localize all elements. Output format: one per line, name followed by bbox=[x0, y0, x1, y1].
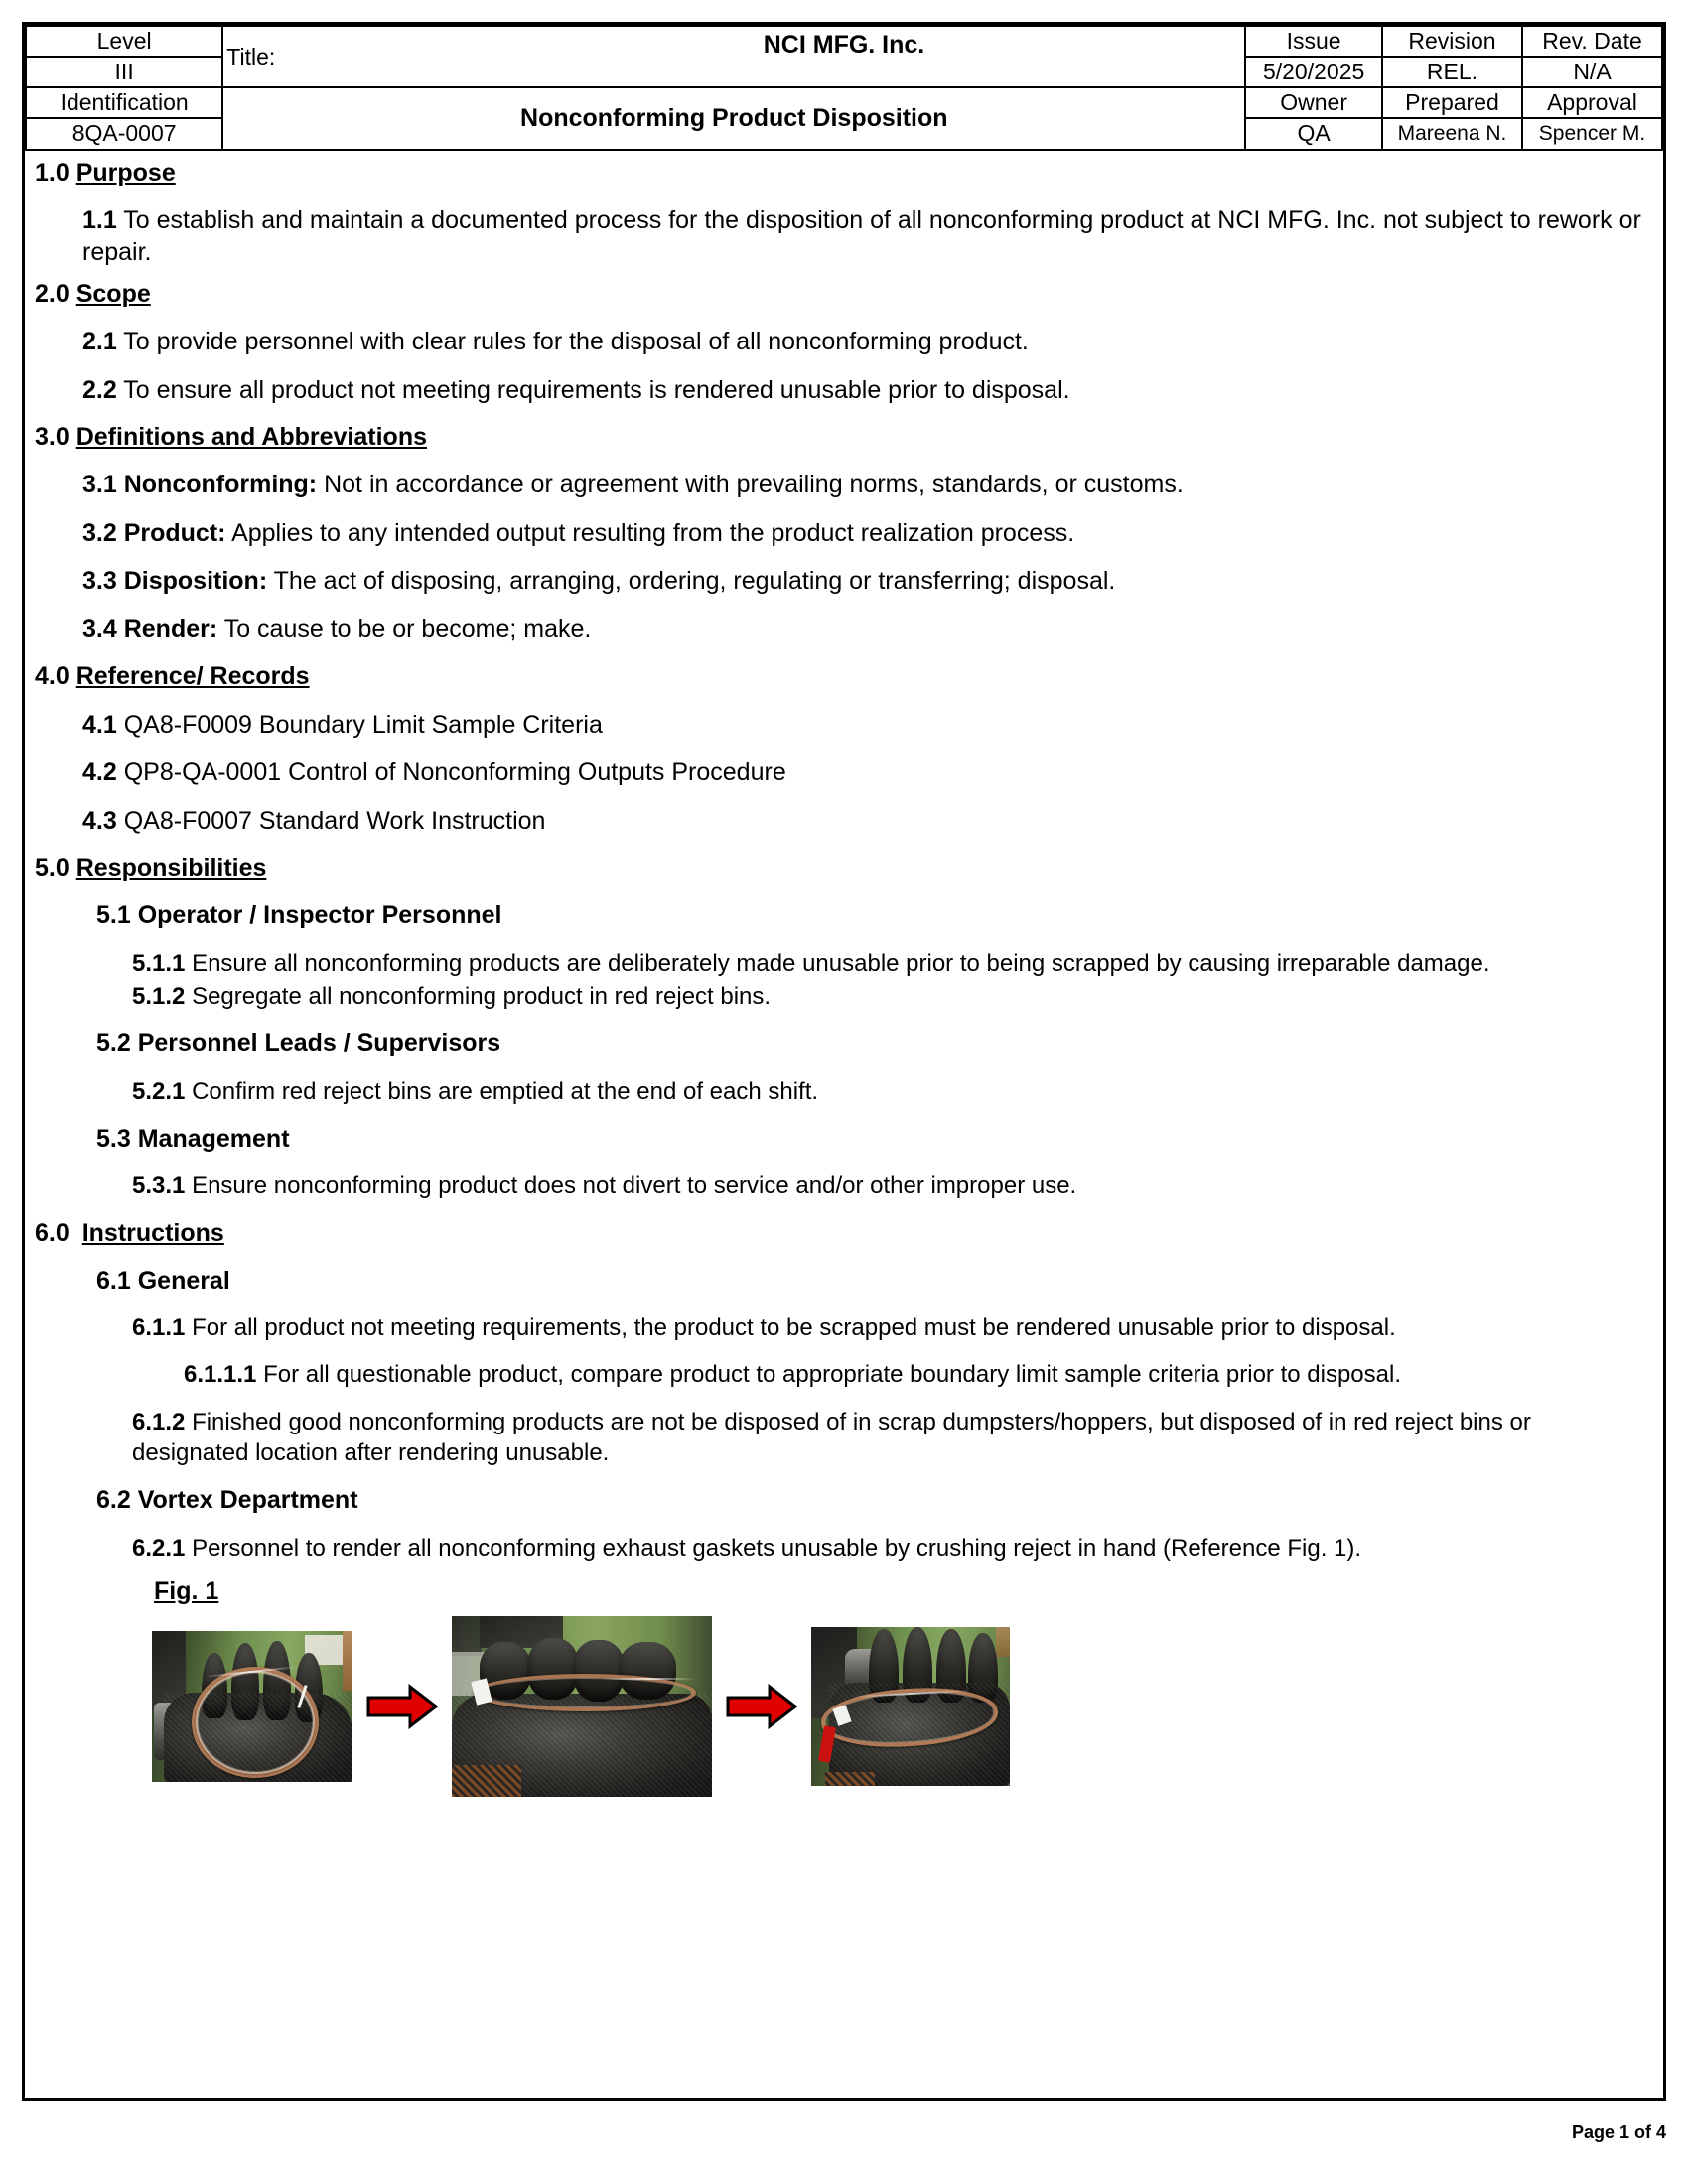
level-label: Level bbox=[26, 26, 222, 57]
figure-photo-2-gasket-crushing bbox=[452, 1616, 712, 1797]
subsection-5-2-number: 5.2 bbox=[96, 1029, 131, 1058]
revision-value: REL. bbox=[1382, 57, 1522, 87]
subsection-6-1 bbox=[96, 1265, 1651, 1297]
title-label: Title: bbox=[226, 43, 276, 69]
clause-5-2-1-text: Confirm red reject bins are emptied at the end of each shift. bbox=[192, 1077, 819, 1105]
rev-date-label: Rev. Date bbox=[1522, 26, 1662, 57]
clause-6-1-1-1-text: For all questionable product, compare product to appropriate boundary limit sample criteria prior to disposal. bbox=[263, 1361, 1401, 1389]
clause-3-4-text: To cause to be or become; make. bbox=[223, 614, 592, 643]
clause-6-1-1-number: 6.1.1 bbox=[132, 1314, 186, 1342]
clause-6-1-2-text: Finished good nonconforming products are not be disposed of in scrap dumpsters/hoppers, but disposed of in red reject bins or designated location after rendering unusable. bbox=[132, 1408, 1531, 1466]
document-body bbox=[25, 151, 1663, 1797]
title-cell bbox=[222, 26, 1245, 87]
clause-3-1-term: Nonconforming: bbox=[123, 471, 318, 499]
subsection-6-2-title: Vortex Department bbox=[137, 1486, 358, 1514]
clause-3-1 bbox=[82, 469, 1651, 501]
clause-2-2 bbox=[82, 374, 1651, 407]
header-row-1 bbox=[26, 26, 1662, 57]
rev-date-value: N/A bbox=[1522, 57, 1662, 87]
figure-photo-3-gasket-deformed bbox=[811, 1627, 1010, 1786]
section-6-number: 6.0 bbox=[35, 1218, 70, 1247]
clause-2-1-text: To provide personnel with clear rules for the disposal of all nonconforming product. bbox=[123, 328, 1029, 355]
revision-label: Revision bbox=[1382, 26, 1522, 57]
clause-3-3-term: Disposition: bbox=[123, 567, 268, 596]
document-title: Nonconforming Product Disposition bbox=[222, 87, 1245, 149]
section-heading-3 bbox=[35, 422, 1651, 453]
clause-6-2-1 bbox=[132, 1533, 1651, 1564]
clause-3-2 bbox=[82, 517, 1651, 550]
section-2-number: 2.0 bbox=[35, 279, 70, 308]
subsection-5-2 bbox=[96, 1027, 1651, 1060]
section-1-heading: Purpose bbox=[75, 158, 176, 187]
header-row-3 bbox=[26, 87, 1662, 118]
prepared-value: Mareena N. bbox=[1382, 118, 1522, 149]
clause-5-3-1-text: Ensure nonconforming product does not divert to service and/or other improper use. bbox=[192, 1172, 1077, 1200]
clause-5-1-1-number: 5.1.1 bbox=[132, 949, 186, 977]
clause-3-2-term: Product: bbox=[123, 518, 226, 547]
subsection-6-1-number: 6.1 bbox=[96, 1266, 131, 1295]
section-5-heading: Responsibilities bbox=[75, 854, 267, 882]
page-number: Page 1 of 4 bbox=[1571, 2122, 1666, 2142]
clause-3-4 bbox=[82, 614, 1651, 646]
clause-3-1-text: Not in accordance or agreement with prevailing norms, standards, or customs. bbox=[324, 471, 1184, 499]
figure-photo-1-gasket-intact bbox=[152, 1631, 352, 1782]
clause-5-3-1-number: 5.3.1 bbox=[132, 1172, 186, 1200]
clause-4-1-number: 4.1 bbox=[82, 710, 117, 739]
section-2-heading: Scope bbox=[75, 279, 151, 308]
clause-3-2-text: Applies to any intended output resulting from the product realization process. bbox=[231, 518, 1075, 547]
figure-row bbox=[152, 1616, 1651, 1797]
owner-value: QA bbox=[1245, 118, 1382, 149]
clause-6-1-2-number: 6.1.2 bbox=[132, 1408, 186, 1435]
clause-3-3-text: The act of disposing, arranging, ordering, regulating or transferring; disposal. bbox=[273, 567, 1116, 596]
clause-4-2 bbox=[82, 756, 1651, 789]
arrow-icon-2 bbox=[726, 1684, 797, 1729]
owner-label: Owner bbox=[1245, 87, 1382, 118]
clause-5-2-1-number: 5.2.1 bbox=[132, 1077, 186, 1105]
identification-value: 8QA-0007 bbox=[26, 118, 222, 149]
clause-5-1-2-number: 5.1.2 bbox=[132, 982, 186, 1010]
document-header-table bbox=[25, 25, 1663, 151]
clause-3-4-term: Render: bbox=[123, 614, 218, 643]
subsection-5-3-number: 5.3 bbox=[96, 1124, 131, 1153]
clause-4-2-number: 4.2 bbox=[82, 758, 117, 786]
clause-3-3-number: 3.3 bbox=[82, 567, 117, 596]
clause-4-1 bbox=[82, 709, 1651, 742]
clause-3-4-number: 3.4 bbox=[82, 614, 117, 643]
section-1-number: 1.0 bbox=[35, 158, 70, 187]
clause-4-2-text: QP8-QA-0001 Control of Nonconforming Outputs Procedure bbox=[123, 758, 786, 786]
clause-6-1-1-1 bbox=[184, 1359, 1651, 1390]
section-heading-5 bbox=[35, 853, 1651, 884]
section-heading-6 bbox=[35, 1218, 1651, 1249]
section-heading-2 bbox=[35, 279, 1651, 310]
subsection-5-1-number: 5.1 bbox=[96, 901, 131, 930]
clause-5-1-1-text: Ensure all nonconforming products are deliberately made unusable prior to being scrapped by causing irreparable damage. bbox=[192, 949, 1490, 977]
clause-5-1-1 bbox=[132, 948, 1651, 979]
section-3-heading: Definitions and Abbreviations bbox=[75, 423, 427, 451]
identification-label: Identification bbox=[26, 87, 222, 118]
clause-1-1-number: 1.1 bbox=[82, 205, 117, 234]
clause-5-2-1 bbox=[132, 1076, 1651, 1107]
section-4-heading: Reference/ Records bbox=[75, 662, 310, 691]
clause-6-1-2 bbox=[132, 1407, 1651, 1468]
clause-2-2-number: 2.2 bbox=[82, 375, 117, 404]
subsection-6-2 bbox=[96, 1484, 1651, 1517]
issue-value: 5/20/2025 bbox=[1245, 57, 1382, 87]
clause-3-2-number: 3.2 bbox=[82, 518, 117, 547]
subsection-5-2-title: Personnel Leads / Supervisors bbox=[137, 1029, 501, 1058]
level-value: III bbox=[26, 57, 222, 87]
document-page bbox=[22, 22, 1666, 2101]
clause-4-1-text: QA8-F0009 Boundary Limit Sample Criteria bbox=[123, 710, 603, 739]
subsection-5-1 bbox=[96, 899, 1651, 932]
clause-6-2-1-number: 6.2.1 bbox=[132, 1534, 186, 1562]
clause-3-3 bbox=[82, 565, 1651, 598]
subsection-5-3 bbox=[96, 1123, 1651, 1156]
section-heading-4 bbox=[35, 661, 1651, 692]
clause-4-3-text: QA8-F0007 Standard Work Instruction bbox=[123, 806, 546, 835]
section-5-number: 5.0 bbox=[35, 854, 70, 882]
clause-5-1-2 bbox=[132, 981, 1651, 1012]
subsection-6-1-title: General bbox=[137, 1266, 230, 1295]
clause-6-1-1-1-number: 6.1.1.1 bbox=[184, 1361, 257, 1389]
clause-4-3 bbox=[82, 805, 1651, 838]
clause-4-3-number: 4.3 bbox=[82, 806, 117, 835]
section-heading-1 bbox=[35, 158, 1651, 189]
section-6-heading: Instructions bbox=[81, 1218, 224, 1247]
arrow-icon-1 bbox=[366, 1684, 438, 1729]
clause-2-2-text: To ensure all product not meeting requirements is rendered unusable prior to disposal. bbox=[123, 375, 1070, 404]
clause-3-1-number: 3.1 bbox=[82, 471, 117, 499]
clause-2-1-number: 2.1 bbox=[82, 328, 117, 355]
company-name: NCI MFG. Inc. bbox=[763, 31, 925, 59]
clause-1-1-text: To establish and maintain a documented process for the disposition of all nonconforming product at NCI MFG. Inc. not subject to rework or repair. bbox=[82, 205, 1641, 267]
clause-6-1-1-text: For all product not meeting requirements, the product to be scrapped must be rendered unusable prior to disposal. bbox=[192, 1314, 1396, 1342]
subsection-5-1-title: Operator / Inspector Personnel bbox=[137, 901, 502, 930]
prepared-label: Prepared bbox=[1382, 87, 1522, 118]
clause-2-1 bbox=[82, 326, 1651, 358]
approval-value: Spencer M. bbox=[1522, 118, 1662, 149]
clause-6-1-1 bbox=[132, 1312, 1651, 1343]
subsection-5-3-title: Management bbox=[137, 1124, 290, 1153]
clause-6-2-1-text: Personnel to render all nonconforming exhaust gaskets unusable by crushing reject in hand (Reference Fig. 1). bbox=[192, 1534, 1362, 1562]
issue-label: Issue bbox=[1245, 26, 1382, 57]
clause-5-3-1 bbox=[132, 1170, 1651, 1201]
figure-label: Fig. 1 bbox=[154, 1576, 219, 1605]
approval-label: Approval bbox=[1522, 87, 1662, 118]
section-4-number: 4.0 bbox=[35, 662, 70, 691]
subsection-6-2-number: 6.2 bbox=[96, 1486, 131, 1514]
clause-1-1 bbox=[82, 205, 1651, 269]
clause-5-1-2-text: Segregate all nonconforming product in red reject bins. bbox=[192, 982, 772, 1010]
section-3-number: 3.0 bbox=[35, 423, 70, 451]
